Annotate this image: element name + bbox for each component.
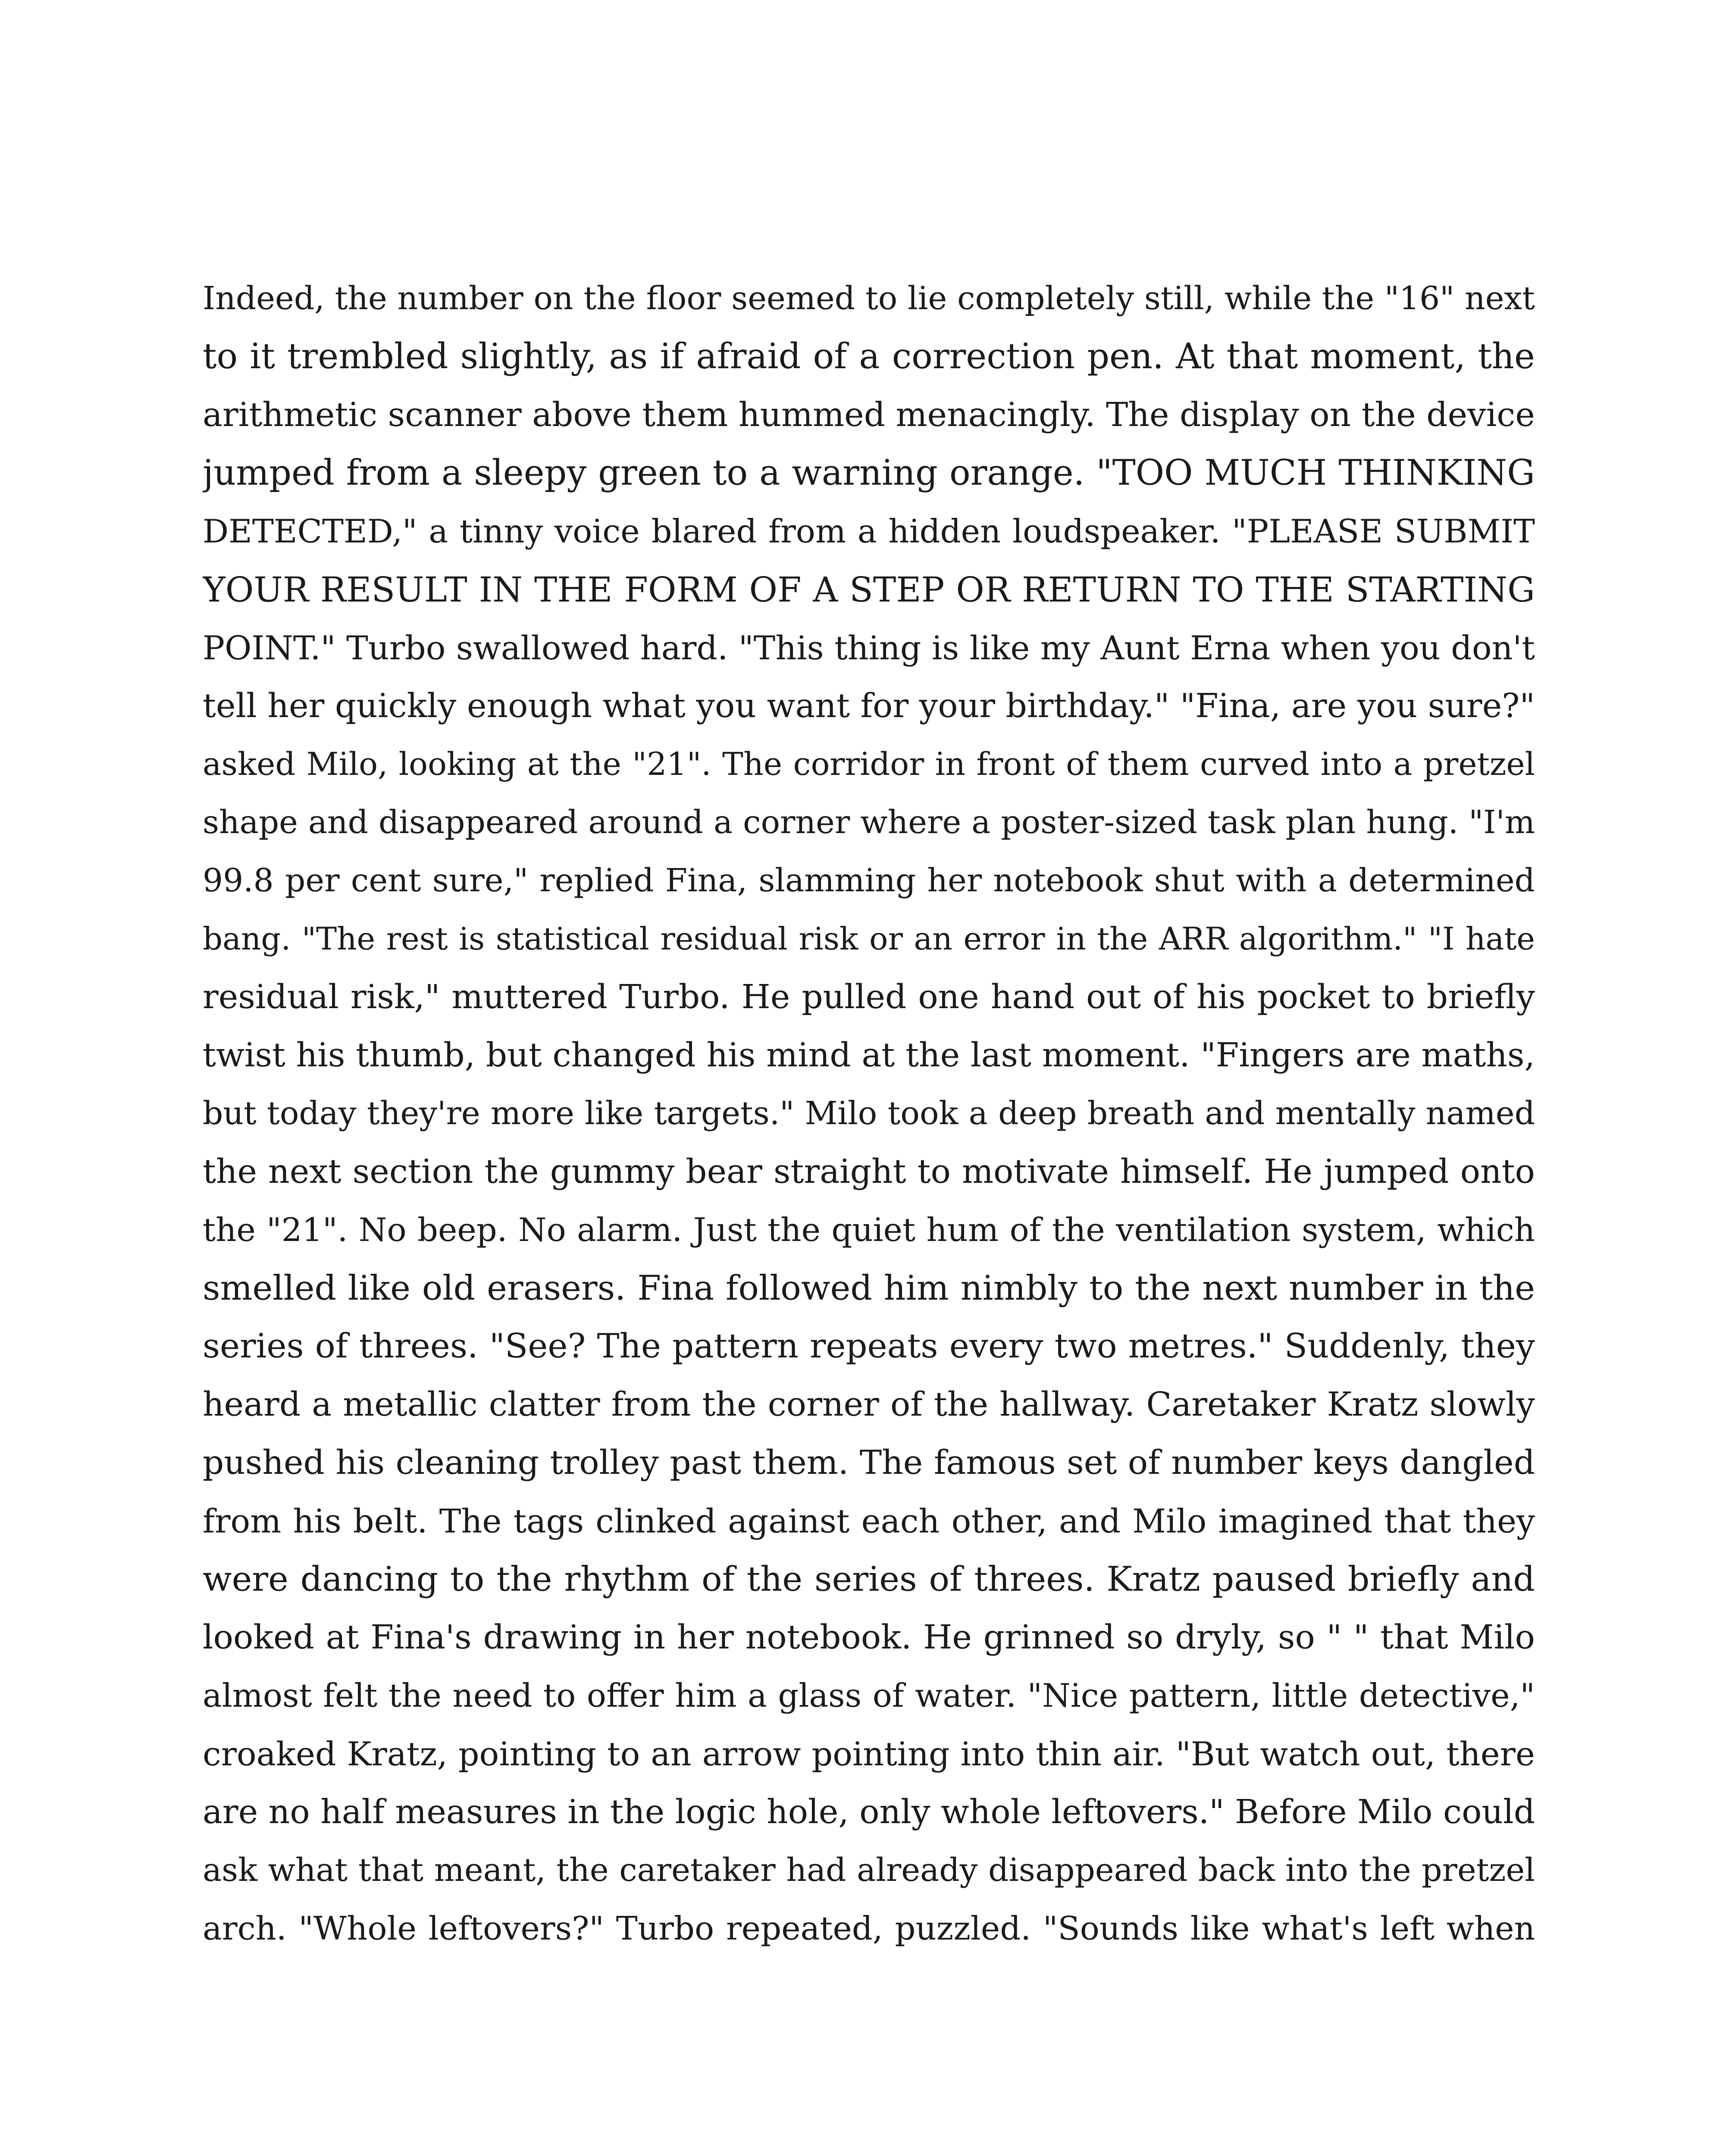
text-line-7: POINT." Turbo swallowed hard. "This thing is like my Aunt Erna when you don't: [203, 629, 1535, 667]
text-line-15: but today they're more like targets." Milo took a deep breath and mentally named: [203, 1095, 1535, 1132]
text-line-27: are no half measures in the logic hole, only whole leftovers." Before Milo could: [203, 1793, 1535, 1831]
text-line-11: 99.8 per cent sure," replied Fina, slamming her notebook shut with a determined: [203, 862, 1535, 899]
text-line-1: Indeed, the number on the floor seemed to lie completely still, while the "16" next: [203, 280, 1535, 317]
text-line-23: were dancing to the rhythm of the series of threes. Kratz paused briefly and: [203, 1559, 1535, 1599]
text-line-4: jumped from a sleepy green to a warning orange. "TOO MUCH THINKING: [203, 453, 1535, 493]
text-line-5: DETECTED," a tinny voice blared from a hidden loudspeaker. "PLEASE SUBMIT: [203, 512, 1535, 550]
text-line-10: shape and disappeared around a corner where a poster-sized task plan hung. "I'm: [203, 804, 1535, 841]
text-line-18: smelled like old erasers. Fina followed him nimbly to the next number in the: [203, 1268, 1535, 1308]
text-line-20: heard a metallic clatter from the corner of the hallway. Caretaker Kratz slowly: [203, 1385, 1535, 1424]
text-line-2: to it trembled slightly, as if afraid of a correction pen. At that moment, the: [203, 336, 1535, 377]
text-line-12: bang. "The rest is statistical residual risk or an error in the ARR algorithm." "I hate: [203, 921, 1535, 957]
text-line-9: asked Milo, looking at the "21". The corridor in front of them curved into a pretzel: [203, 746, 1535, 783]
text-line-25: almost felt the need to offer him a glass of water. "Nice pattern, little detective,": [203, 1677, 1535, 1714]
body-text: [203, 270, 1535, 1958]
text-line-21: pushed his cleaning trolley past them. The famous set of number keys dangled: [203, 1444, 1535, 1482]
text-line-16: the next section the gummy bear straight to motivate himself. He jumped onto: [203, 1153, 1535, 1191]
text-line-13: residual risk," muttered Turbo. He pulled one hand out of his pocket to briefly: [203, 978, 1535, 1016]
text-line-26: croaked Kratz, pointing to an arrow pointing into thin air. "But watch out, there: [203, 1735, 1535, 1773]
text-line-3: arithmetic scanner above them hummed menacingly. The display on the device: [203, 396, 1535, 434]
text-line-8: tell her quickly enough what you want for your birthday." "Fina, are you sure?": [203, 687, 1535, 725]
text-line-6: YOUR RESULT IN THE FORM OF A STEP OR RETURN TO THE STARTING: [203, 570, 1535, 610]
text-line-22: from his belt. The tags clinked against each other, and Milo imagined that they: [203, 1502, 1535, 1540]
text-line-29: arch. "Whole leftovers?" Turbo repeated, puzzled. "Sounds like what's left when: [203, 1909, 1535, 1947]
text-line-14: twist his thumb, but changed his mind at the last moment. "Fingers are maths,: [203, 1036, 1535, 1075]
text-line-28: ask what that meant, the caretaker had already disappeared back into the pretzel: [203, 1852, 1535, 1889]
text-line-19: series of threes. "See? The pattern repeats every two metres." Suddenly, they: [203, 1327, 1535, 1366]
text-line-24: looked at Fina's drawing in her notebook. He grinned so dryly, so " " that Milo: [203, 1618, 1535, 1657]
text-line-17: the "21". No beep. No alarm. Just the quiet hum of the ventilation system, which: [203, 1211, 1535, 1249]
